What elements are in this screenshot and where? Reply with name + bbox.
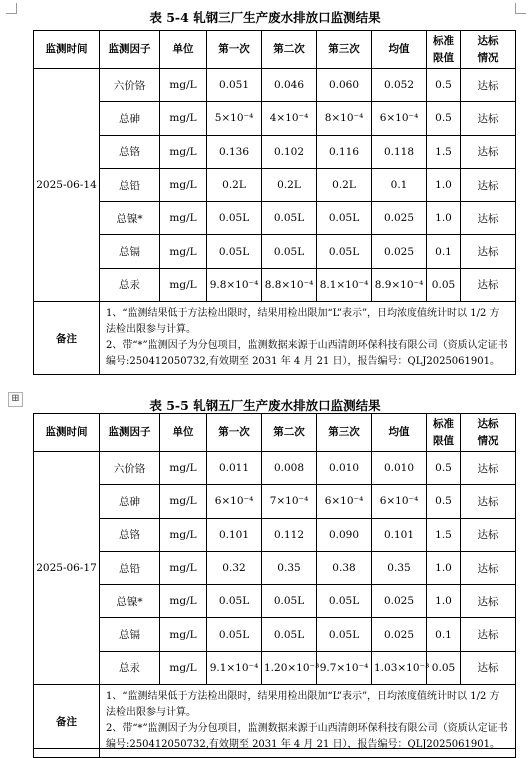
limit-cell: 1.5 — [427, 135, 461, 168]
table-row — [34, 551, 516, 584]
page-bottom-rule — [33, 748, 515, 749]
table-title: 表 5-4 轧钢三厂生产废水排放口监测结果 — [149, 10, 381, 25]
second-result-cell: 0.2L — [262, 168, 317, 201]
remarks-content — [100, 685, 516, 758]
compliance-cell: 达标 — [461, 235, 516, 268]
factor-cell: 六价铬 — [100, 452, 160, 485]
second-result-cell: 0.05L — [262, 235, 317, 268]
table-row — [34, 485, 516, 518]
table-row — [34, 452, 516, 485]
table-row — [34, 135, 516, 168]
column-header: 单位 — [160, 414, 207, 452]
unit-cell: mg/L — [160, 168, 207, 201]
mean-cell: 0.052 — [372, 69, 427, 102]
monitoring-table — [33, 413, 516, 758]
table-title: 表 5-5 轧钢五厂生产废水排放口监测结果 — [149, 398, 381, 413]
third-result-cell: 0.060 — [317, 69, 372, 102]
mean-cell: 0.010 — [372, 452, 427, 485]
table-row — [34, 618, 516, 651]
limit-cell: 0.1 — [427, 235, 461, 268]
limit-cell: 0.05 — [427, 268, 461, 301]
unit-cell: mg/L — [160, 102, 207, 135]
compliance-cell: 达标 — [461, 268, 516, 301]
column-header: 第三次 — [317, 414, 372, 452]
unit-cell: mg/L — [160, 618, 207, 651]
second-result-cell: 0.05L — [262, 202, 317, 235]
first-result-cell: 0.011 — [207, 452, 262, 485]
mean-cell: 1.03×10⁻³ — [372, 651, 427, 684]
first-result-cell: 0.32 — [207, 551, 262, 584]
third-result-cell: 0.05L — [317, 202, 372, 235]
table-row — [34, 168, 516, 201]
mean-cell: 0.1 — [372, 168, 427, 201]
unit-cell: mg/L — [160, 485, 207, 518]
column-header: 标准 限值 — [427, 31, 461, 69]
first-result-cell: 5×10⁻⁴ — [207, 102, 262, 135]
remark-line: 2、带“*”监测因子为分包项目，监测数据来源于山西清朗环保科技有限公司（资质认定证书编号:250412050732,有效期至 2031 年 4 月 21 日），报告编号：QLJ2025061901。 — [106, 340, 508, 368]
column-header: 监测时间 — [34, 31, 100, 69]
remark-line: 1、“监测结果低于方法检出限时，结果用检出限加“L”表示”，日均浓度值统计时以 1/2 方法检出限参与计算。 — [106, 691, 500, 719]
table-header-row — [34, 414, 516, 452]
limit-cell: 1.0 — [427, 551, 461, 584]
table-row — [34, 102, 516, 135]
mean-cell: 0.118 — [372, 135, 427, 168]
limit-cell: 1.0 — [427, 202, 461, 235]
compliance-cell: 达标 — [461, 202, 516, 235]
unit-cell: mg/L — [160, 585, 207, 618]
limit-cell: 1.5 — [427, 518, 461, 551]
column-header: 监测因子 — [100, 31, 160, 69]
mean-cell: 6×10⁻⁴ — [372, 485, 427, 518]
factor-cell: 总砷 — [100, 485, 160, 518]
first-result-cell: 0.05L — [207, 585, 262, 618]
second-result-cell: 0.102 — [262, 135, 317, 168]
first-result-cell: 0.05L — [207, 235, 262, 268]
third-result-cell: 0.090 — [317, 518, 372, 551]
compliance-cell: 达标 — [461, 518, 516, 551]
second-result-cell: 4×10⁻⁴ — [262, 102, 317, 135]
first-result-cell: 9.8×10⁻⁴ — [207, 268, 262, 301]
compliance-cell: 达标 — [461, 168, 516, 201]
column-header: 标准 限值 — [427, 414, 461, 452]
remarks-label: 备注 — [34, 685, 100, 758]
table-row — [34, 518, 516, 551]
third-result-cell: 6×10⁻⁴ — [317, 485, 372, 518]
table-row — [34, 235, 516, 268]
unit-cell: mg/L — [160, 651, 207, 684]
compliance-cell: 达标 — [461, 651, 516, 684]
column-header: 监测时间 — [34, 414, 100, 452]
column-header: 第二次 — [262, 31, 317, 69]
factor-cell: 总铬 — [100, 135, 160, 168]
table-row — [34, 585, 516, 618]
factor-cell: 六价铬 — [100, 69, 160, 102]
monitoring-date-cell: 2025-06-17 — [34, 452, 100, 685]
first-result-cell: 9.1×10⁻⁴ — [207, 651, 262, 684]
unit-cell: mg/L — [160, 69, 207, 102]
mean-cell: 0.025 — [372, 585, 427, 618]
first-result-cell: 0.101 — [207, 518, 262, 551]
unit-cell: mg/L — [160, 268, 207, 301]
first-result-cell: 0.136 — [207, 135, 262, 168]
factor-cell: 总汞 — [100, 268, 160, 301]
third-result-cell: 0.38 — [317, 551, 372, 584]
remarks-row — [34, 685, 516, 758]
second-result-cell: 7×10⁻⁴ — [262, 485, 317, 518]
factor-cell: 总汞 — [100, 651, 160, 684]
remarks-row — [34, 302, 516, 375]
limit-cell: 0.5 — [427, 69, 461, 102]
first-result-cell: 0.051 — [207, 69, 262, 102]
unit-cell: mg/L — [160, 202, 207, 235]
factor-cell: 总砷 — [100, 102, 160, 135]
factor-cell: 总铅 — [100, 168, 160, 201]
monitoring-date-cell: 2025-06-14 — [34, 69, 100, 302]
unit-cell: mg/L — [160, 551, 207, 584]
third-result-cell: 0.05L — [317, 585, 372, 618]
monitoring-table — [33, 30, 516, 375]
remark-line: 2、带“*”监测因子为分包项目，监测数据来源于山西清朗环保科技有限公司（资质认定证书编号:250412050732,有效期至 2031 年 4 月 21 日），报告编号：QLJ2025061901。 — [106, 723, 508, 751]
limit-cell: 0.5 — [427, 102, 461, 135]
first-result-cell: 0.05L — [207, 618, 262, 651]
column-header: 达标 情况 — [461, 414, 516, 452]
compliance-cell: 达标 — [461, 69, 516, 102]
column-header: 监测因子 — [100, 414, 160, 452]
column-header: 第一次 — [207, 31, 262, 69]
compliance-cell: 达标 — [461, 135, 516, 168]
compliance-cell: 达标 — [461, 485, 516, 518]
third-result-cell: 8.1×10⁻⁴ — [317, 268, 372, 301]
third-result-cell: 0.05L — [317, 235, 372, 268]
second-result-cell: 0.112 — [262, 518, 317, 551]
table-row — [34, 202, 516, 235]
second-result-cell: 0.05L — [262, 585, 317, 618]
compliance-cell: 达标 — [461, 585, 516, 618]
compliance-cell: 达标 — [461, 618, 516, 651]
mean-cell: 8.9×10⁻⁴ — [372, 268, 427, 301]
compliance-cell: 达标 — [461, 452, 516, 485]
unit-cell: mg/L — [160, 452, 207, 485]
unit-cell: mg/L — [160, 135, 207, 168]
factor-cell: 总镉 — [100, 235, 160, 268]
limit-cell: 0.1 — [427, 618, 461, 651]
factor-cell: 总镍* — [100, 585, 160, 618]
column-header: 第二次 — [262, 414, 317, 452]
compliance-cell: 达标 — [461, 102, 516, 135]
mean-cell: 6×10⁻⁴ — [372, 102, 427, 135]
second-result-cell: 0.05L — [262, 618, 317, 651]
table-row — [34, 268, 516, 301]
third-result-cell: 0.010 — [317, 452, 372, 485]
first-result-cell: 0.05L — [207, 202, 262, 235]
factor-cell: 总铬 — [100, 518, 160, 551]
third-result-cell: 0.2L — [317, 168, 372, 201]
limit-cell: 1.0 — [427, 585, 461, 618]
factor-cell: 总镉 — [100, 618, 160, 651]
remarks-label: 备注 — [34, 302, 100, 375]
first-result-cell: 6×10⁻⁴ — [207, 485, 262, 518]
second-result-cell: 0.35 — [262, 551, 317, 584]
remarks-content — [100, 302, 516, 375]
mean-cell: 0.025 — [372, 235, 427, 268]
unit-cell: mg/L — [160, 235, 207, 268]
compliance-cell: 达标 — [461, 551, 516, 584]
first-result-cell: 0.2L — [207, 168, 262, 201]
mean-cell: 0.025 — [372, 202, 427, 235]
table-header-row — [34, 31, 516, 69]
unit-cell: mg/L — [160, 518, 207, 551]
table-row — [34, 651, 516, 684]
remark-line: 1、“监测结果低于方法检出限时，结果用检出限加“L”表示”，日均浓度值统计时以 1/2 方法检出限参与计算。 — [106, 308, 500, 336]
third-result-cell: 0.116 — [317, 135, 372, 168]
mean-cell: 0.025 — [372, 618, 427, 651]
third-result-cell: 8×10⁻⁴ — [317, 102, 372, 135]
third-result-cell: 0.05L — [317, 618, 372, 651]
column-header: 达标 情况 — [461, 31, 516, 69]
column-header: 均值 — [372, 414, 427, 452]
table-row — [34, 69, 516, 102]
limit-cell: 0.5 — [427, 452, 461, 485]
column-header: 第一次 — [207, 414, 262, 452]
column-header: 第三次 — [317, 31, 372, 69]
column-header: 均值 — [372, 31, 427, 69]
mean-cell: 0.101 — [372, 518, 427, 551]
second-result-cell: 1.20×10⁻³ — [262, 651, 317, 684]
table-move-handle-icon[interactable]: ⊞ — [8, 392, 23, 407]
limit-cell: 0.5 — [427, 485, 461, 518]
second-result-cell: 8.8×10⁻⁴ — [262, 268, 317, 301]
mean-cell: 0.35 — [372, 551, 427, 584]
limit-cell: 1.0 — [427, 168, 461, 201]
limit-cell: 0.05 — [427, 651, 461, 684]
second-result-cell: 0.046 — [262, 69, 317, 102]
factor-cell: 总镍* — [100, 202, 160, 235]
factor-cell: 总铅 — [100, 551, 160, 584]
column-header: 单位 — [160, 31, 207, 69]
second-result-cell: 0.008 — [262, 452, 317, 485]
third-result-cell: 9.7×10⁻⁴ — [317, 651, 372, 684]
